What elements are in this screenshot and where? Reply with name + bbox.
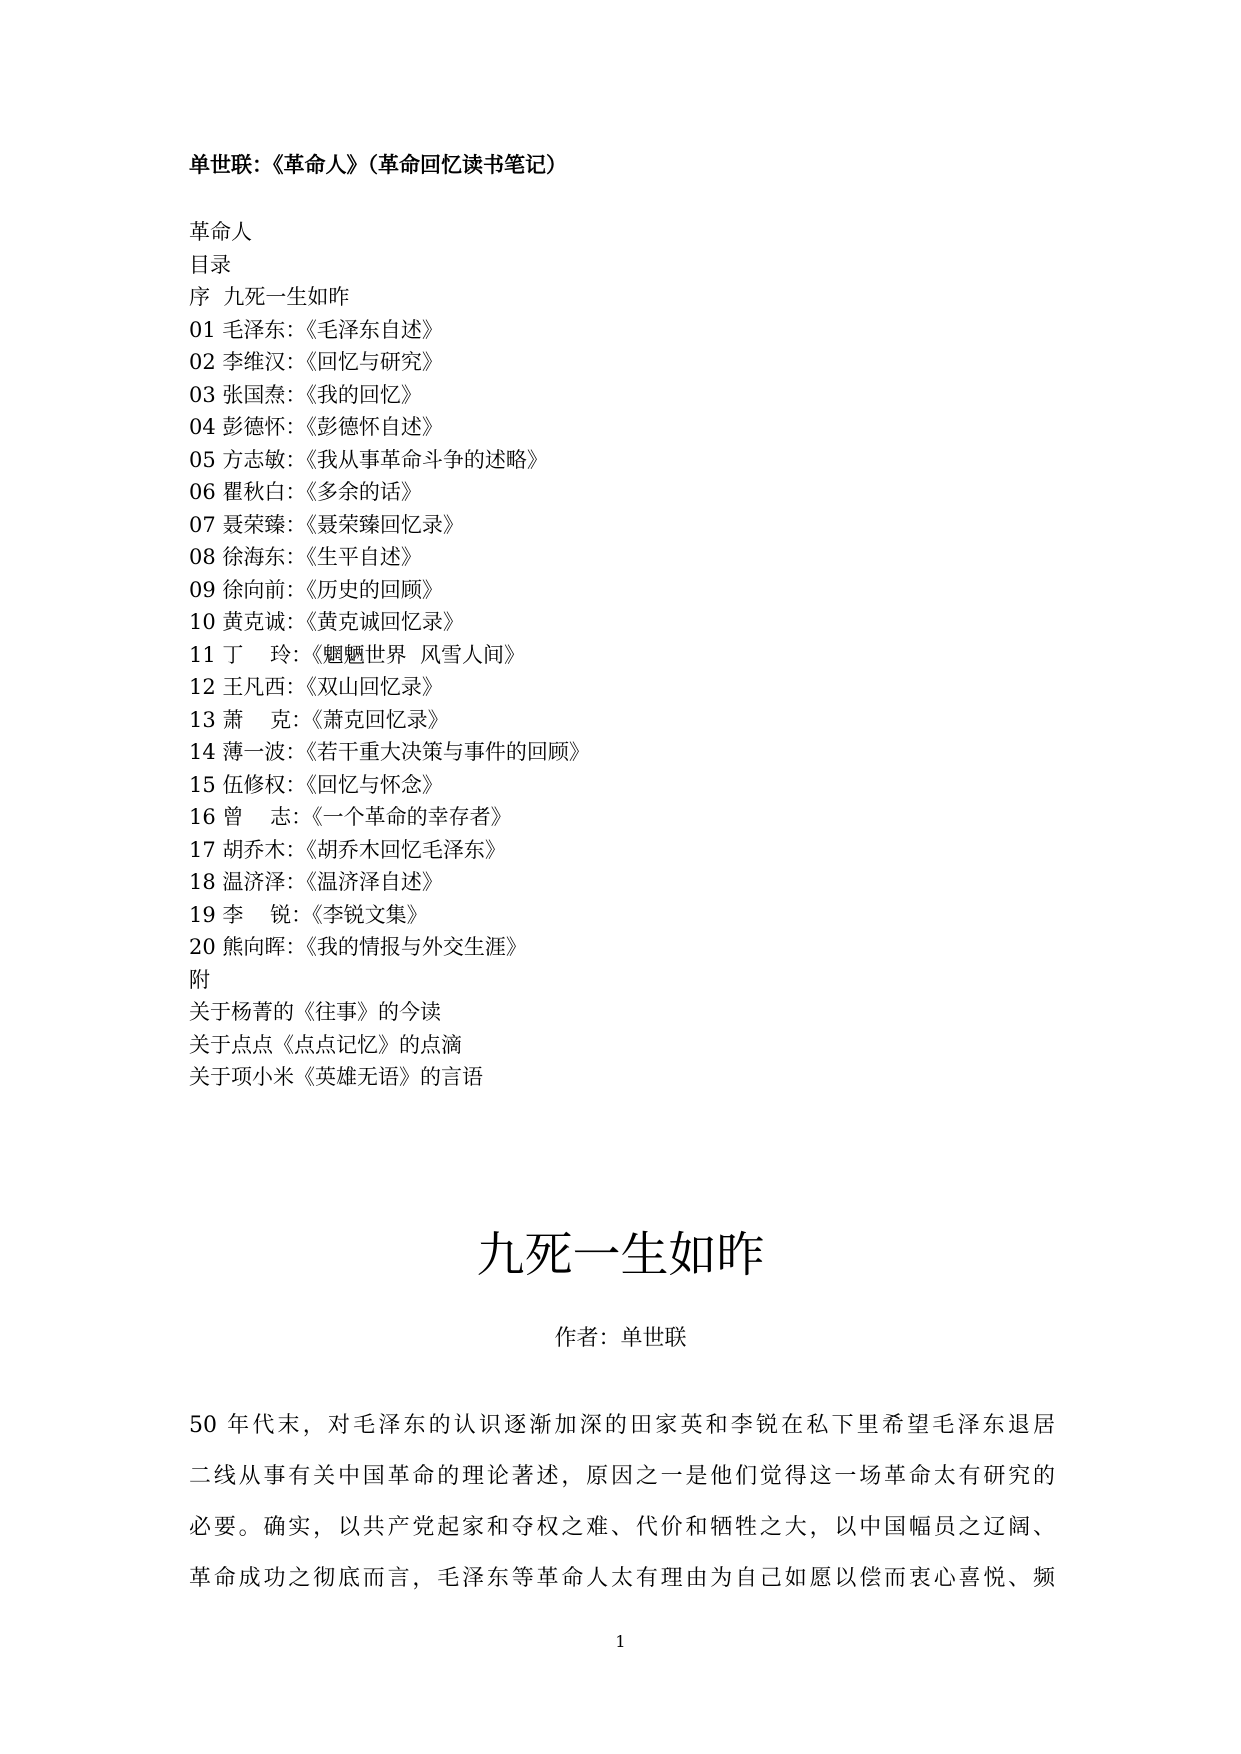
- toc-line: 目录: [189, 252, 231, 277]
- toc-line: 08 徐海东：《生平自述》: [189, 545, 422, 569]
- toc-line: 04 彭德怀：《彭德怀自述》: [189, 415, 443, 439]
- toc-line: 18 温济泽：《温济泽自述》: [189, 870, 443, 894]
- preface-body: [189, 1400, 1055, 1604]
- toc-line: 07 聂荣臻：《聂荣臻回忆录》: [189, 512, 464, 537]
- toc-line: 03 张国焘：《我的回忆》: [189, 382, 422, 407]
- toc-line: 17 胡乔木：《胡乔木回忆毛泽东》: [189, 837, 506, 862]
- body-line: 二线从事有关中国革命的理论著述，原因之一是他们觉得这一场革命太有研究的: [189, 1464, 1055, 1489]
- page-number: 1: [615, 1632, 626, 1651]
- toc-line: 16 曾 志：《一个革命的幸存者》: [189, 805, 512, 829]
- toc-line: 14 薄一波：《若干重大决策与事件的回顾》: [189, 740, 590, 764]
- toc-line: 09 徐向前：《历史的回顾》: [189, 577, 443, 602]
- toc-line: 19 李 锐：《李锐文集》: [189, 902, 428, 927]
- table-of-contents: [189, 216, 889, 1094]
- toc-line: 01 毛泽东：《毛泽东自述》: [189, 317, 443, 342]
- toc-line: 13 萧 克：《萧克回忆录》: [189, 707, 449, 732]
- toc-line: 关于杨菁的《往事》的今读: [189, 1000, 441, 1024]
- toc-line: 06 瞿秋白：《多余的话》: [189, 480, 422, 504]
- body-line: 革命成功之彻底而言，毛泽东等革命人太有理由为自己如愿以偿而衷心喜悦、频: [189, 1566, 1055, 1591]
- toc-line: 02 李维汉：《回忆与研究》: [189, 350, 443, 374]
- toc-line: 关于项小米《英雄无语》的言语: [189, 1065, 483, 1089]
- toc-line: 关于点点《点点记忆》的点滴: [189, 1032, 462, 1057]
- document-heading: 单世联：《革命人》（革命回忆读书笔记）: [189, 152, 567, 177]
- toc-line: 革命人: [189, 220, 252, 244]
- toc-line: 15 伍修权：《回忆与怀念》: [189, 772, 443, 797]
- toc-line: 10 黄克诚：《黄克诚回忆录》: [189, 610, 464, 634]
- toc-line: 20 熊向晖：《我的情报与外交生涯》: [189, 935, 527, 959]
- toc-line: 11 丁 玲：《魍魉世界 风雪人间》: [189, 642, 525, 667]
- toc-line: 附: [189, 967, 210, 992]
- body-line: 50 年代末，对毛泽东的认识逐渐加深的田家英和李锐在私下里希望毛泽东退居: [189, 1413, 1055, 1438]
- toc-line: 05 方志敏：《我从事革命斗争的述略》: [189, 447, 548, 472]
- body-line: 必要。确实，以共产党起家和夺权之难、代价和牺牲之大，以中国幅员之辽阔、: [189, 1515, 1055, 1540]
- toc-line: 12 王凡西：《双山回忆录》: [189, 675, 443, 699]
- preface-title: 九死一生如昨: [476, 1227, 765, 1283]
- toc-line: 序 九死一生如昨: [189, 285, 350, 309]
- preface-author: 作者：单世联: [554, 1326, 687, 1351]
